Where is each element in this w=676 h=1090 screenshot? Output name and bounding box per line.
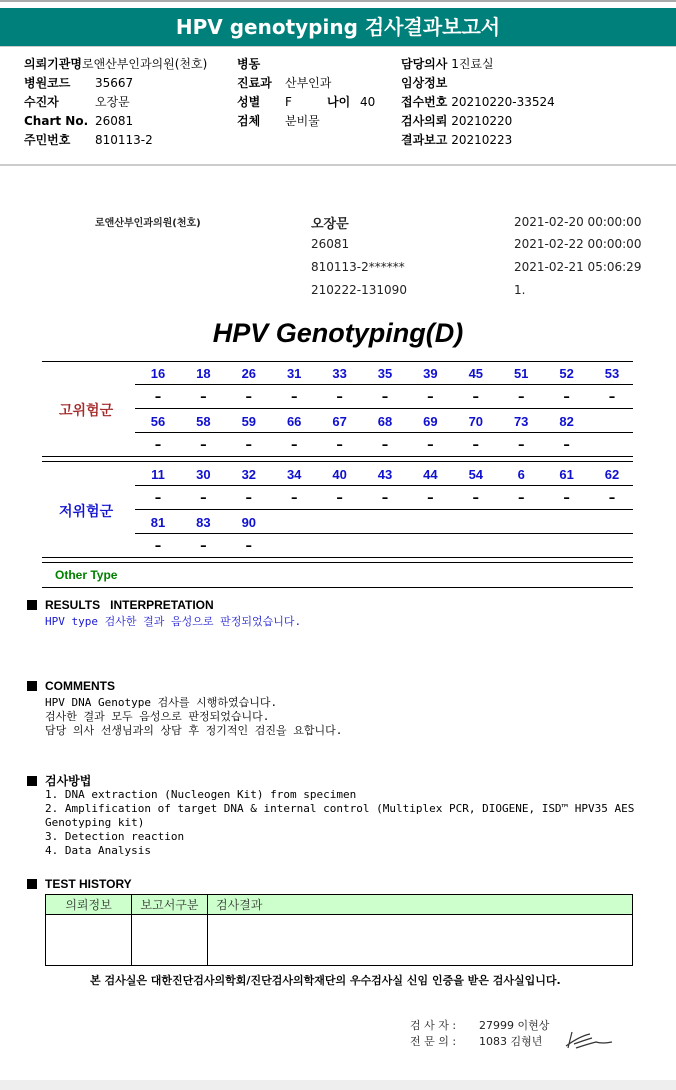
report-header: HPV genotyping 검사결과보고서 xyxy=(0,8,676,47)
hpv-type-82: 82 xyxy=(559,414,574,429)
hpv-type-56: 56 xyxy=(150,414,166,429)
hpv-type-31: 31 xyxy=(286,366,302,381)
info-label: 성별 xyxy=(237,95,261,109)
hpv-result-59: – xyxy=(245,438,253,453)
history-cell xyxy=(46,915,132,966)
info-label: 진료과 xyxy=(237,76,272,90)
info-value: 오장문 xyxy=(95,95,130,109)
hpv-result-30: – xyxy=(200,491,207,506)
hpv-type-16: 16 xyxy=(150,366,166,381)
info-label: 검사의뢰 xyxy=(401,114,448,128)
grid-line xyxy=(42,557,633,558)
report-clinic: 로앤산부인과의원(천호) xyxy=(95,218,201,229)
hpv-type-34: 34 xyxy=(286,467,302,482)
hpv-type-52: 52 xyxy=(559,366,574,381)
info-value: 20210220 xyxy=(451,114,513,128)
method-line: Genotyping kit) xyxy=(45,816,145,829)
square-bullet-icon xyxy=(27,600,37,610)
certification-text: 본 검사실은 대한진단검사의학회/진단검사의학재단의 우수검사실 신임 인증을 받은 검사실입니다. xyxy=(90,974,561,987)
hpv-result-35: – xyxy=(381,390,389,405)
history-col-header: 보고서구분 xyxy=(132,895,208,915)
age-value: 40 xyxy=(360,95,376,109)
comments-title: COMMENTS xyxy=(45,679,115,693)
info-value: 20210220-33524 xyxy=(451,95,555,109)
hpv-type-30: 30 xyxy=(196,467,211,482)
hpv-result-34: – xyxy=(290,491,298,506)
hpv-type-68: 68 xyxy=(377,414,393,429)
hpv-type-69: 69 xyxy=(423,414,438,429)
hpv-result-40: – xyxy=(336,491,343,506)
hpv-type-26: 26 xyxy=(241,366,257,381)
hpv-type-90: 90 xyxy=(241,515,257,530)
hpv-result-83: – xyxy=(200,539,207,554)
report-date: 2021-02-20 00:00:00 xyxy=(514,215,642,229)
other-type-label: Other Type xyxy=(55,568,118,582)
grid-line xyxy=(135,485,633,486)
hpv-result-82: – xyxy=(563,438,570,453)
hpv-result-39: – xyxy=(427,390,434,405)
info-label: 검체 xyxy=(237,114,261,128)
comment-line: 담당 의사 선생님과의 상담 후 정기적인 검진을 요합니다. xyxy=(45,724,343,737)
hpv-type-66: 66 xyxy=(286,414,302,429)
info-value: F xyxy=(285,95,292,109)
results-heading xyxy=(27,598,214,612)
hpv-type-35: 35 xyxy=(377,366,393,381)
comments-heading xyxy=(27,679,115,693)
hpv-result-54: – xyxy=(472,491,480,506)
comment-line: HPV DNA Genotype 검사를 시행하였습니다. xyxy=(45,696,278,709)
grid-line xyxy=(42,562,633,563)
history-heading xyxy=(27,877,132,891)
hpv-type-67: 67 xyxy=(332,414,347,429)
method-line: 2. Amplification of target DNA & internal control (Multiplex PCR, DIOGENE, ISD™ HPV35 AES xyxy=(45,802,635,815)
report-patient: 오장문 xyxy=(311,217,349,232)
info-col-2 xyxy=(237,55,375,131)
info-label: 의뢰기관명 xyxy=(24,57,82,71)
hpv-result-53: – xyxy=(608,390,616,405)
method-line: 4. Data Analysis xyxy=(45,844,151,857)
low-risk-label: 저위험군 xyxy=(59,503,114,519)
hpv-result-31: – xyxy=(290,390,298,405)
info-value: 26081 xyxy=(95,114,134,128)
hpv-type-59: 59 xyxy=(241,414,257,429)
grid-line xyxy=(42,461,633,462)
square-bullet-icon xyxy=(27,776,37,786)
info-label: 병동 xyxy=(237,57,261,71)
hpv-type-6: 6 xyxy=(517,467,525,482)
info-label: 수진자 xyxy=(24,95,59,109)
hpv-result-33: – xyxy=(336,390,343,405)
hpv-type-83: 83 xyxy=(196,515,211,530)
hpv-type-43: 43 xyxy=(377,467,393,482)
hpv-type-44: 44 xyxy=(423,467,438,482)
report-date: 2021-02-21 05:06:29 xyxy=(514,260,642,274)
divider xyxy=(0,164,676,166)
hpv-type-18: 18 xyxy=(196,366,211,381)
grid-line xyxy=(135,509,633,510)
info-label: 병원코드 xyxy=(24,76,71,90)
hpv-type-11: 11 xyxy=(151,467,165,482)
square-bullet-icon xyxy=(27,681,37,691)
grid-line xyxy=(135,408,633,409)
grid-line xyxy=(42,456,633,457)
hpv-result-44: – xyxy=(427,491,434,506)
hpv-result-18: – xyxy=(200,390,207,405)
hpv-result-81: – xyxy=(154,539,162,554)
top-border xyxy=(0,0,676,2)
hpv-type-61: 61 xyxy=(559,467,574,482)
hpv-type-73: 73 xyxy=(513,414,529,429)
info-value: 1진료실 xyxy=(451,57,494,71)
hpv-type-51: 51 xyxy=(513,366,529,381)
hpv-result-16: – xyxy=(154,390,162,405)
method-heading xyxy=(27,772,91,789)
info-value: 산부인과 xyxy=(285,76,332,90)
hpv-result-6: – xyxy=(517,491,525,506)
square-bullet-icon xyxy=(27,879,37,889)
history-col-header: 검사결과 xyxy=(208,895,633,915)
report-resident-id: 810113-2****** xyxy=(311,260,405,274)
grid-line xyxy=(42,587,633,588)
info-value: 35667 xyxy=(95,76,134,90)
hpv-type-54: 54 xyxy=(468,467,484,482)
info-value: 20210223 xyxy=(451,133,513,147)
hpv-result-56: – xyxy=(154,438,162,453)
info-col-3 xyxy=(401,55,555,150)
hpv-type-62: 62 xyxy=(604,467,620,482)
specialist-label: 전 문 의 : xyxy=(410,1035,457,1048)
hpv-result-52: – xyxy=(563,390,570,405)
hpv-result-73: – xyxy=(517,438,525,453)
genotyping-title: HPV Genotyping(D) xyxy=(212,318,464,348)
hpv-result-58: – xyxy=(200,438,207,453)
hpv-result-68: – xyxy=(381,438,389,453)
info-label: 결과보고 xyxy=(401,133,448,147)
hpv-result-70: – xyxy=(472,438,480,453)
hpv-result-45: – xyxy=(472,390,480,405)
method-line: 3. Detection reaction xyxy=(45,830,185,843)
results-title: RESULTS INTERPRETATION xyxy=(45,598,214,612)
comment-line: 검사한 결과 모두 음성으로 판정되었습니다. xyxy=(45,710,270,723)
comments-text xyxy=(45,696,342,738)
hpv-result-69: – xyxy=(427,438,434,453)
history-col-header: 의뢰정보 xyxy=(46,895,132,915)
info-label: 임상정보 xyxy=(401,76,448,90)
test-history-table xyxy=(45,894,633,966)
info-label: 담당의사 xyxy=(401,57,448,71)
hpv-result-67: – xyxy=(336,438,343,453)
history-cell xyxy=(208,915,633,966)
report-date: 1. xyxy=(514,283,526,297)
hpv-type-81: 81 xyxy=(150,515,166,530)
hpv-result-43: – xyxy=(381,491,389,506)
hpv-type-32: 32 xyxy=(241,467,257,482)
hpv-result-26: – xyxy=(245,390,253,405)
grid-line xyxy=(42,361,633,362)
hpv-result-62: – xyxy=(608,491,616,506)
hpv-result-11: – xyxy=(154,491,162,506)
method-text xyxy=(45,788,634,858)
hpv-type-53: 53 xyxy=(604,366,620,381)
info-value: 810113-2 xyxy=(95,133,153,147)
info-label: 접수번호 xyxy=(401,95,448,109)
hpv-result-32: – xyxy=(245,491,253,506)
hpv-type-40: 40 xyxy=(332,467,347,482)
method-title: 검사방법 xyxy=(45,774,92,788)
info-label: Chart No. xyxy=(24,114,89,128)
hpv-type-58: 58 xyxy=(196,414,211,429)
grid-line xyxy=(135,533,633,534)
examiner-name: 27999 이현상 xyxy=(479,1019,550,1032)
report-date: 2021-02-22 00:00:00 xyxy=(514,237,642,251)
specialist-name: 1083 김형년 xyxy=(479,1035,543,1048)
high-risk-label: 고위험군 xyxy=(59,402,114,418)
results-text: HPV type 검사한 결과 음성으로 판정되었습니다. xyxy=(45,615,302,628)
page-bottom xyxy=(0,1080,676,1090)
report-chart: 26081 xyxy=(311,237,350,251)
hpv-result-51: – xyxy=(517,390,525,405)
history-title: TEST HISTORY xyxy=(45,877,132,891)
hpv-result-90: – xyxy=(245,539,253,554)
hpv-result-61: – xyxy=(563,491,570,506)
report-accession: 210222-131090 xyxy=(311,283,407,297)
info-value: 로앤산부인과의원(천호) xyxy=(82,57,208,71)
info-value: 분비물 xyxy=(285,114,320,128)
grid-line xyxy=(135,384,633,385)
method-line: 1. DNA extraction (Nucleogen Kit) from specimen xyxy=(45,788,357,801)
hpv-type-39: 39 xyxy=(423,366,438,381)
hpv-type-45: 45 xyxy=(468,366,484,381)
grid-line xyxy=(135,432,633,433)
hpv-result-66: – xyxy=(290,438,298,453)
signature-image xyxy=(560,1028,620,1052)
age-label: 나이 xyxy=(327,95,351,109)
history-cell xyxy=(132,915,208,966)
hpv-type-70: 70 xyxy=(468,414,484,429)
hpv-type-33: 33 xyxy=(332,366,347,381)
examiner-label: 검 사 자 : xyxy=(410,1019,457,1032)
info-label: 주민번호 xyxy=(24,133,71,147)
info-col-1 xyxy=(24,55,207,150)
